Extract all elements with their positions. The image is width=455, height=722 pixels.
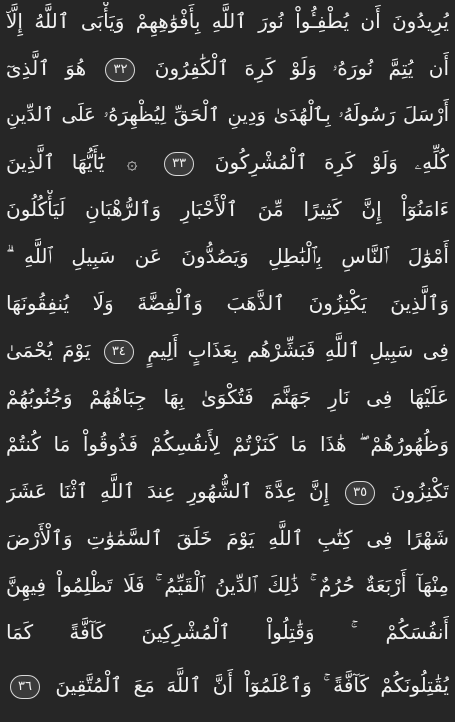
ayah-number-marker: ٣٢ <box>105 58 135 82</box>
verse-line-12 <box>6 519 449 557</box>
verse-line-15 <box>6 666 449 704</box>
verse-text: تَكْنِزُونَ <box>390 479 449 503</box>
verse-text: إِنَّ عِدَّةَ ٱلشُّهُورِ عِندَ ٱللَّهِ ٱثْنَا عَشَرَ <box>6 479 330 503</box>
verse-text: يَوْمَ يُحْمَىٰ <box>6 338 91 362</box>
ayah-number-marker: ٣٥ <box>345 481 375 505</box>
verse-text: أَمْوَٰلَ ٱلنَّاسِ بِٱلْبَٰطِلِ وَيَصُدُّونَ عَن سَبِيلِ ٱللَّهِ ۗ <box>6 244 449 268</box>
verse-line-11 <box>6 472 449 510</box>
verse-text: وَٱلَّذِينَ يَكْنِزُونَ ٱلذَّهَبَ وَٱلْفِضَّةَ وَلَا يُنفِقُونَهَا <box>6 291 449 315</box>
verse-text: وَظُهُورُهُمْ ۖ هَٰذَا مَا كَنَزْتُمْ لِأَنفُسِكُمْ فَذُوقُواْ مَا كُنتُمْ <box>6 432 449 456</box>
verse-line-7 <box>6 284 449 322</box>
verse-text: مِنْهَآ أَرْبَعَةٌ حُرُمٌ ۚ ذَٰلِكَ ٱلدِّينُ ٱلْقَيِّمُ ۚ فَلَا تَظْلِمُواْ فِيهِنَّ <box>6 573 449 597</box>
hizb-marker-icon: ۞ <box>126 152 138 174</box>
verse-line-9 <box>6 378 449 416</box>
verse-line-14 <box>6 613 449 651</box>
verse-line-1 <box>6 2 449 40</box>
verse-line-6 <box>6 237 449 275</box>
verse-text: عَلَيْهَا فِى نَارِ جَهَنَّمَ فَتُكْوَىٰ بِهَا جِبَاهُهُمْ وَجُنُوبُهُمْ <box>6 385 449 409</box>
verse-text: أَن يُتِمَّ نُورَهُۥ وَلَوْ كَرِهَ ٱلْكَٰفِرُونَ <box>154 56 449 80</box>
verse-text: هُوَ ٱلَّذِىٓ <box>6 56 87 80</box>
verse-line-5 <box>6 190 449 228</box>
ayah-number-marker: ٣٣ <box>164 152 194 176</box>
ayah-number-marker: ٣٦ <box>10 675 40 699</box>
verse-text: ءَامَنُوٓاْ إِنَّ كَثِيرًا مِّنَ ٱلْأَحْبَارِ وَٱلرُّهْبَانِ لَيَأْكُلُونَ <box>6 197 449 221</box>
verse-text: فِى سَبِيلِ ٱللَّهِ فَبَشِّرْهُم بِعَذَابٍ أَلِيمٍ <box>147 338 449 362</box>
verse-text: أَنفُسَكُمْ ۚ وَقَٰتِلُواْ ٱلْمُشْرِكِينَ كَآفَّةً كَمَا <box>6 620 449 644</box>
verse-line-13 <box>6 566 449 604</box>
verse-text: شَهْرًا فِى كِتَٰبِ ٱللَّهِ يَوْمَ خَلَقَ ٱلسَّمَٰوَٰتِ وَٱلْأَرْضَ <box>6 526 449 550</box>
verse-text: يَٰٓأَيُّهَا ٱلَّذِينَ <box>6 150 105 174</box>
verse-line-10 <box>6 425 449 463</box>
verse-line-2 <box>6 49 449 87</box>
verse-line-4 <box>6 143 449 181</box>
verse-line-8 <box>6 331 449 369</box>
verse-text: يُرِيدُونَ أَن يُطْفِـُٔواْ نُورَ ٱللَّهِ بِأَفْوَٰهِهِمْ وَيَأْبَى ٱللَّهُ إِلَّآ <box>6 9 449 33</box>
verse-text: كُلِّهِۦ وَلَوْ كَرِهَ ٱلْمُشْرِكُونَ <box>214 150 449 174</box>
verse-text: أَرْسَلَ رَسُولَهُۥ بِٱلْهُدَىٰ وَدِينِ ٱلْحَقِّ لِيُظْهِرَهُۥ عَلَى ٱلدِّينِ <box>6 103 449 126</box>
verse-text: يُقَٰتِلُونَكُمْ كَآفَّةً ۚ وَٱعْلَمُوٓاْ أَنَّ ٱللَّهَ مَعَ ٱلْمُتَّقِينَ <box>55 673 449 697</box>
ayah-number-marker: ٣٤ <box>104 340 134 364</box>
verse-line-3 <box>6 96 449 134</box>
